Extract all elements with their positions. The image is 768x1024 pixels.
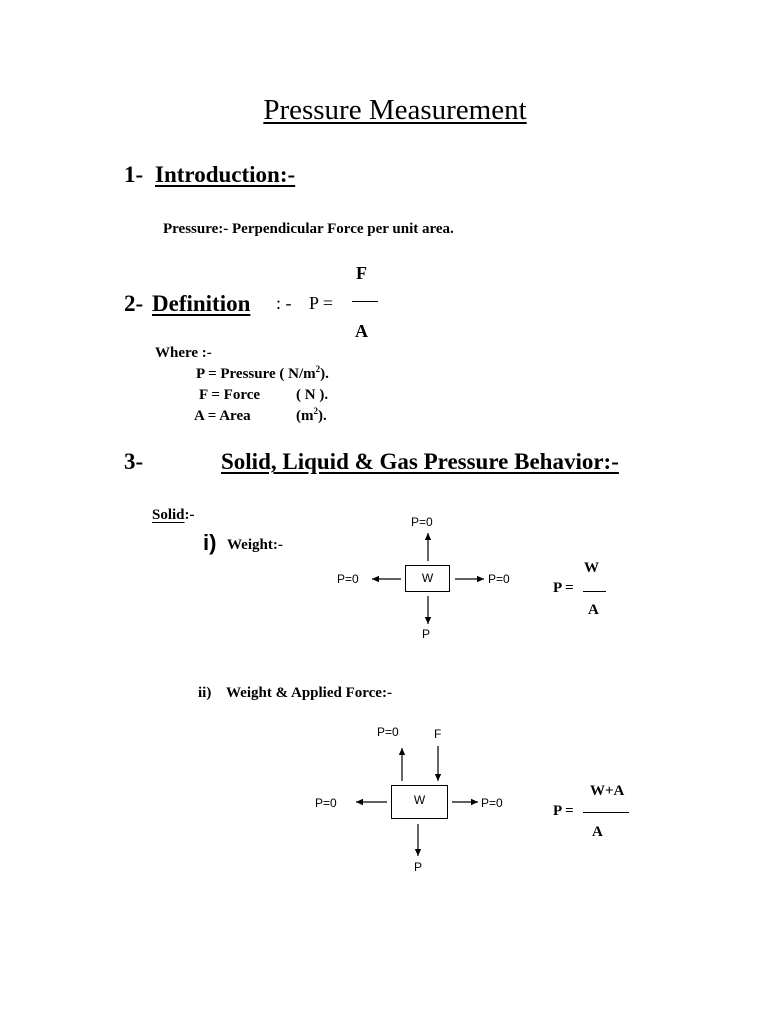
- section-1-heading: Introduction:-: [155, 162, 296, 187]
- area-unit: $(m^2)$.: [296, 406, 327, 424]
- definition-separator: : -: [276, 293, 292, 313]
- case-1-formula-lhs: P =: [553, 580, 574, 596]
- case-2-force-label: F: [434, 727, 442, 741]
- case-2-numeral: ii): [198, 685, 212, 701]
- section-3-number: 3-: [124, 449, 144, 474]
- case-1-left-label: P=0: [337, 572, 359, 586]
- definition-denominator: A: [355, 321, 368, 341]
- section-3-heading: Solid, Liquid & Gas Pressure Behavior:-: [221, 449, 619, 474]
- case-1-numeral: i): [203, 530, 217, 555]
- area-line-label: A = Area: [194, 408, 251, 424]
- page-title: Pressure Measurement: [263, 94, 527, 126]
- case-1-right-label: P=0: [488, 572, 510, 586]
- case-2-bottom-label: P: [414, 860, 423, 874]
- case-1-title: Weight:-: [227, 537, 283, 553]
- case-2-top-label: P=0: [377, 725, 399, 739]
- solid-label: Solid:-: [152, 507, 195, 523]
- case-2-formula-lhs: P =: [553, 803, 574, 819]
- case-2-formula-denominator: A: [592, 824, 603, 840]
- case-2-left-label: P=0: [315, 796, 337, 810]
- case-2-title: Weight & Applied Force:-: [226, 685, 392, 701]
- case-1-box-label: W: [421, 571, 434, 585]
- definition-lhs: P =: [309, 293, 333, 313]
- case-1-bottom-label: P: [422, 627, 431, 641]
- where-label: Where :-: [155, 345, 212, 361]
- case-1-formula-numerator: W: [584, 560, 599, 576]
- section-2-heading: Definition: [152, 291, 251, 316]
- force-line-label: F = Force: [199, 387, 261, 403]
- definition-numerator: F: [356, 263, 367, 283]
- case-2-box-label: W: [413, 793, 426, 807]
- case-2-right-label: P=0: [481, 796, 503, 810]
- section-2-number: 2-: [124, 291, 144, 316]
- case-1-formula-denominator: A: [588, 602, 599, 618]
- case-1-top-label: P=0: [411, 515, 433, 529]
- pressure-definition-text: Pressure:- Perpendicular Force per unit area.: [163, 221, 454, 237]
- force-unit: ( N ).: [296, 387, 329, 403]
- section-1-number: 1-: [124, 162, 144, 187]
- case-2-formula-numerator: W+A: [590, 783, 625, 799]
- pressure-unit-line: P = Pressure ( $N/m^2$).: [196, 364, 329, 382]
